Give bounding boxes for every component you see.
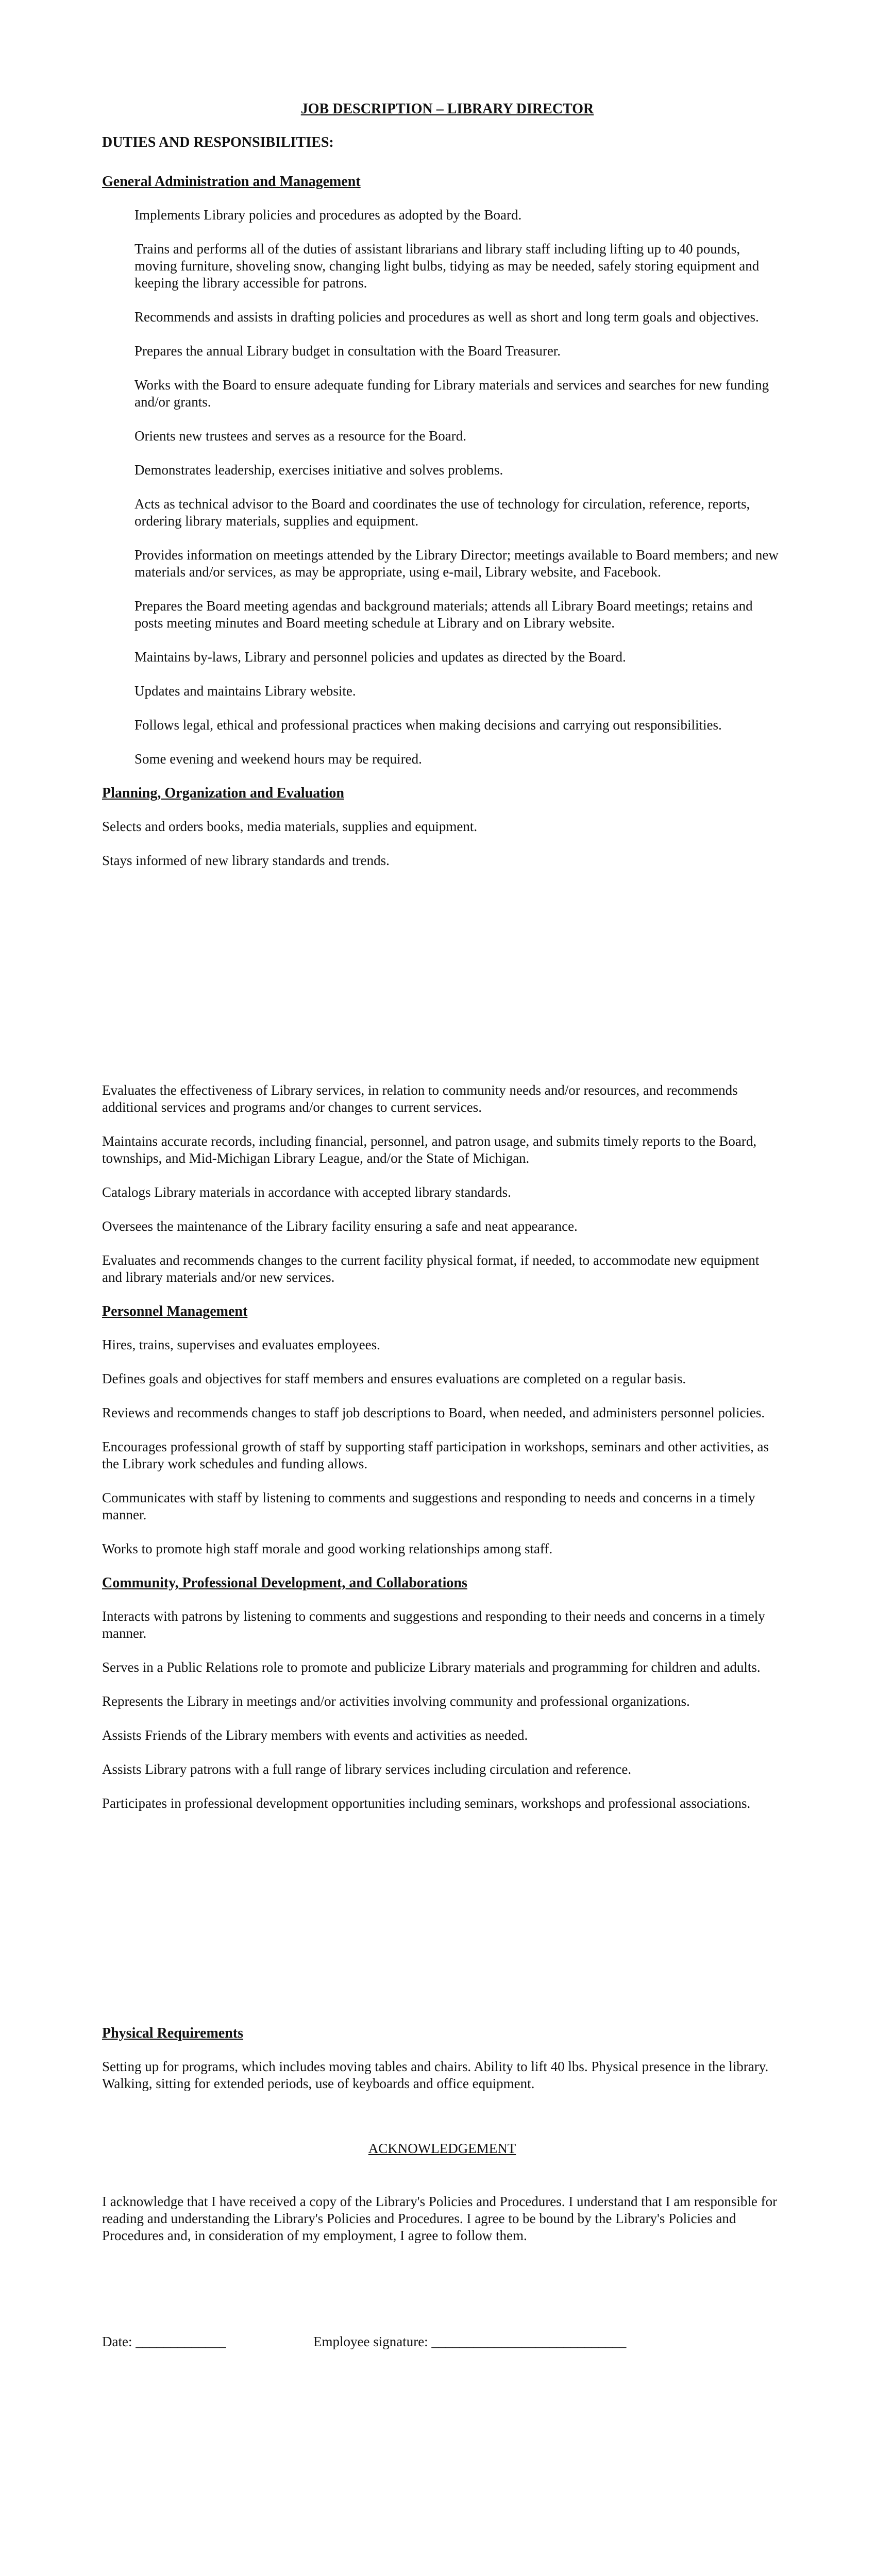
blank-space — [102, 2261, 782, 2333]
list-item: Orients new trustees and serves as a resource for the Board. — [134, 428, 467, 444]
list-item: Reviews and recommends changes to staff job descriptions to Board, when needed, and administers personnel policies. — [102, 1405, 765, 1420]
list-item: Stays informed of new library standards and trends. — [102, 853, 390, 868]
list-item: Provides information on meetings attended by the Library Director; meetings available to Board members; and new materials and/or services, as may be appropriate, using e-mail, Library website, and Facebook. — [134, 547, 779, 580]
signature-row — [102, 2333, 782, 2350]
list-item: Some evening and weekend hours may be required. — [134, 751, 422, 767]
date-line[interactable]: Date: _____________ — [102, 2334, 226, 2349]
list-item: Hires, trains, supervises and evaluates employees. — [102, 1337, 380, 1352]
list-item: Works with the Board to ensure adequate funding for Library materials and services and searches for new funding and/or grants. — [134, 377, 769, 410]
list-item: Represents the Library in meetings and/or activities involving community and professional organizations. — [102, 1693, 690, 1709]
acknowledgement-text: I acknowledge that I have received a copy of the Library's Policies and Procedures. I understand that I am responsible for reading and understanding the Library's Policies and Procedures. I agree to be bound by the Library's Policies and Procedures and, in consideration of my employment, I agree to follow them. — [102, 2194, 778, 2243]
list-item: Updates and maintains Library website. — [134, 683, 356, 699]
section-heading-personnel: Personnel Management — [102, 1303, 248, 1319]
personnel-list — [102, 1336, 782, 1557]
section-heading-planning: Planning, Organization and Evaluation — [102, 785, 344, 801]
list-item: Evaluates the effectiveness of Library services, in relation to community needs and/or resources, and recommends additional services and programs and/or changes to current services. — [102, 1082, 738, 1115]
list-item: Works to promote high staff morale and good working relationships among staff. — [102, 1541, 553, 1556]
general-list — [102, 207, 782, 768]
blank-space — [102, 1829, 782, 2025]
list-item: Catalogs Library materials in accordance with accepted library standards. — [102, 1184, 511, 1200]
list-item: Assists Library patrons with a full range of library services including circulation and reference. — [102, 1761, 632, 1777]
section-heading-general: General Administration and Management — [102, 174, 361, 190]
list-item: Prepares the annual Library budget in consultation with the Board Treasurer. — [134, 343, 561, 359]
section-heading-community: Community, Professional Development, and Collaborations — [102, 1575, 467, 1591]
list-item: Acts as technical advisor to the Board and coordinates the use of technology for circulation, reference, reports, ordering library materials, supplies and equipment. — [134, 496, 750, 529]
list-item: Interacts with patrons by listening to comments and suggestions and responding to their needs and concerns in a timely manner. — [102, 1608, 765, 1641]
list-item: Selects and orders books, media materials, supplies and equipment. — [102, 819, 478, 834]
list-item: Encourages professional growth of staff by supporting staff participation in workshops, seminars and other activities, as the Library work schedules and funding allows. — [102, 1439, 769, 1471]
acknowledgement-heading: ACKNOWLEDGEMENT — [368, 2141, 516, 2156]
list-item: Maintains by-laws, Library and personnel policies and updates as directed by the Board. — [134, 649, 626, 665]
list-item: Follows legal, ethical and professional practices when making decisions and carrying out responsibilities. — [134, 717, 722, 733]
planning-list-a — [102, 818, 782, 869]
physical-requirements-text: Setting up for programs, which includes moving tables and chairs. Ability to lift 40 lbs. Physical presence in the library. Walking, sitting for extended periods, use of keyboards and office equipment. — [102, 2059, 769, 2091]
list-item: Communicates with staff by listening to comments and suggestions and responding to needs and concerns in a timely manner. — [102, 1490, 755, 1522]
list-item: Maintains accurate records, including financial, personnel, and patron usage, and submits timely reports to the Board, townships, and Mid-Michigan Library League, and/or the State of Michigan. — [102, 1133, 757, 1166]
blank-space — [102, 886, 782, 1082]
document-page — [102, 100, 782, 2350]
document-title: JOB DESCRIPTION – LIBRARY DIRECTOR — [300, 101, 594, 117]
list-item: Serves in a Public Relations role to promote and publicize Library materials and programming for children and adults. — [102, 1659, 761, 1675]
section-heading-physical: Physical Requirements — [102, 2025, 244, 2041]
community-list — [102, 1608, 782, 1812]
list-item: Demonstrates leadership, exercises initiative and solves problems. — [134, 462, 503, 478]
duties-heading: DUTIES AND RESPONSIBILITIES: — [102, 134, 334, 150]
list-item: Participates in professional development opportunities including seminars, workshops and professional associations. — [102, 1795, 751, 1811]
list-item: Trains and performs all of the duties of assistant librarians and library staff including lifting up to 40 pounds, moving furniture, shoveling snow, changing light bulbs, tidying as may be needed, safely storing equipment and keeping the library accessible for patrons. — [134, 241, 760, 291]
list-item: Assists Friends of the Library members with events and activities as needed. — [102, 1727, 528, 1743]
employee-signature-line[interactable]: Employee signature: ____________________________ — [313, 2334, 627, 2349]
planning-list-b — [102, 1082, 782, 1286]
list-item: Oversees the maintenance of the Library facility ensuring a safe and neat appearance. — [102, 1218, 578, 1234]
list-item: Prepares the Board meeting agendas and background materials; attends all Library Board meetings; retains and posts meeting minutes and Board meeting schedule at Library and on Library website. — [134, 598, 753, 631]
list-item: Evaluates and recommends changes to the current facility physical format, if needed, to accommodate new equipment and library materials and/or new services. — [102, 1252, 760, 1285]
list-item: Defines goals and objectives for staff members and ensures evaluations are completed on a regular basis. — [102, 1371, 686, 1386]
list-item: Implements Library policies and procedures as adopted by the Board. — [134, 207, 522, 223]
list-item: Recommends and assists in drafting policies and procedures as well as short and long term goals and objectives. — [134, 309, 759, 325]
blank-space — [102, 2109, 782, 2140]
